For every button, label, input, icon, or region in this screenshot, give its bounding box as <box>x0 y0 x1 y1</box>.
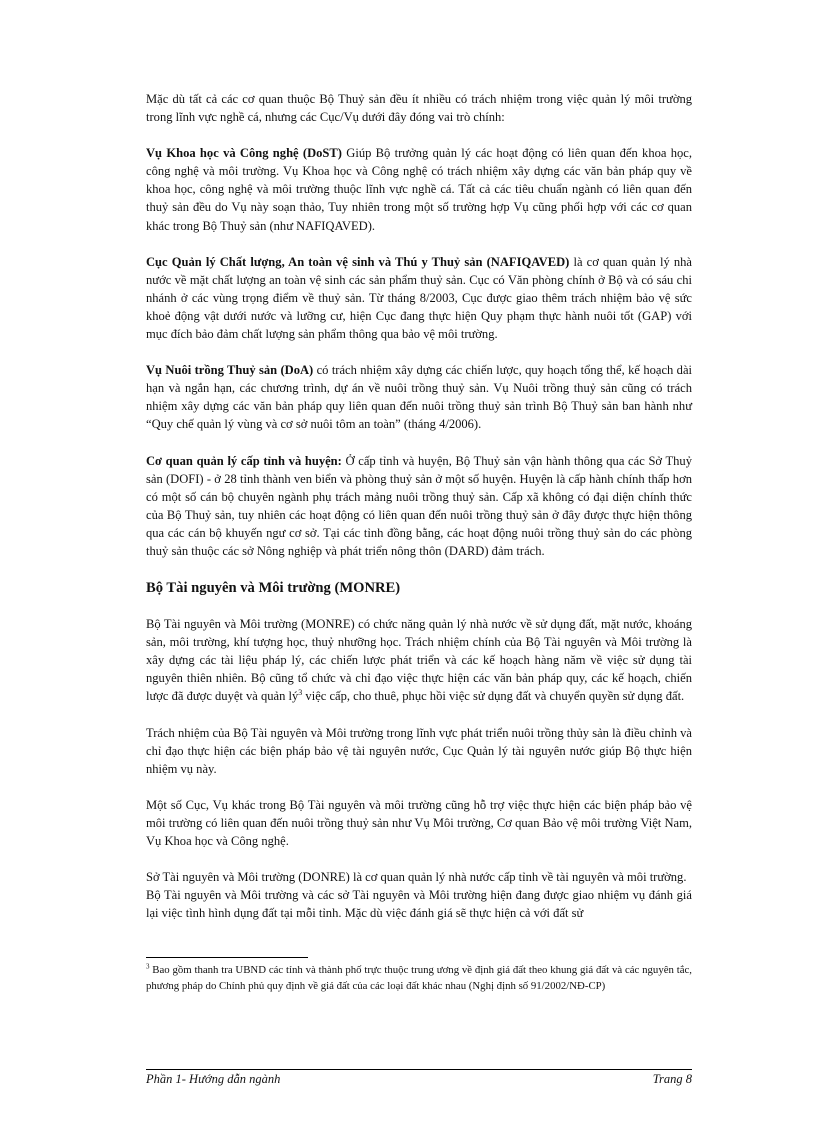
nafiqaved-title: Cục Quản lý Chất lượng, An toàn vệ sinh và Thú y Thuỷ sản (NAFIQAVED) <box>146 254 570 269</box>
section-heading: Bộ Tài nguyên và Môi trường (MONRE) <box>146 580 401 597</box>
doa-title: Vụ Nuôi trồng Thuỷ sản (DoA) <box>146 363 314 378</box>
footer-divider <box>146 1069 692 1070</box>
monre-paragraph-5: Bộ Tài nguyên và Môi trường và các sở Tài nguyên và Môi trường hiện đang được giao nhiệm vụ đánh giá lại việc tình hình dụng đất tại mỗi tỉnh. Mặc dù việc đánh giá sẽ thực hiện cả với đất sử <box>146 888 692 921</box>
dost-body: Giúp Bộ trưởng quản lý các hoạt động có liên quan đến khoa học, công nghệ và môi trường. Vụ Khoa học và Công nghệ có trách nhiệm xây dựng các văn bản pháp quy về khoa học, công nghệ và môi trường thuộc lĩnh vực nghề cá. Tất cả các tiêu chuẩn ngành có liên quan đến thuỷ sản đều do Vụ này soạn thảo, Tuy nhiên trong một số trường hợp Vụ cũng phối hợp với các cơ quan khác trong Bộ Thuỷ sản (như NAFIQAVED). <box>146 146 693 233</box>
doa-paragraph <box>146 361 692 433</box>
page-number: Trang 8 <box>652 1072 692 1086</box>
intro-paragraph: Mặc dù tất cả các cơ quan thuộc Bộ Thuỷ sản đều ít nhiều có trách nhiệm trong việc quản lý môi trường trong lĩnh vực nghề cá, nhưng các Cục/Vụ dưới đây đóng vai trò chính: <box>146 92 692 125</box>
footer-section-title: Phần 1- Hướng dẫn ngành <box>146 1072 281 1086</box>
footnote-text: Bao gồm thanh tra UBND các tỉnh và thành phố trực thuộc trung ương về định giá đất theo khung giá đất và các nguyên tắc, phương pháp do Chính phủ quy định về giá đất của các loại đất khác nhau (Nghị định số 91/2002/NĐ-CP) <box>146 964 692 992</box>
footnote-divider <box>146 957 308 958</box>
footnote <box>146 963 692 994</box>
monre-1-text-end: việc cấp, cho thuê, phục hồi việc sử dụng đất và chuyển quyền sử dụng đất. <box>302 689 685 704</box>
monre-paragraph-1 <box>146 615 692 705</box>
provincial-title: Cơ quan quản lý cấp tỉnh và huyện: <box>146 453 342 468</box>
page-body <box>146 90 692 940</box>
dost-paragraph <box>146 144 692 234</box>
dost-title: Vụ Khoa học và Công nghệ (DoST) <box>146 146 342 161</box>
monre-paragraph-3: Một số Cục, Vụ khác trong Bộ Tài nguyên và môi trường cũng hỗ trợ việc thực hiện các biện pháp bảo vệ môi trường có liên quan đến nuôi trồng thuỷ sản như Vụ Môi trường, Cơ quan Bảo vệ môi trường Việt Nam, Vụ Khoa học và Công nghệ. <box>146 797 692 848</box>
provincial-body: Ở cấp tỉnh và huyện, Bộ Thuỷ sản vận hành thông qua các Sở Thuỷ sản (DOFI) - ở 28 tỉnh thành ven biển và phòng thuỷ sản ở một số huyện. Huyện là cấp hành chính thấp hơn có một số cán bộ chuyên ngành phụ trách mảng nuôi trồng thuỷ sản. Cấp xã không có đại diện chính thức của Bộ Thuỷ sản, tuy nhiên các hoạt động có liên quan đến nuôi trồng thuỷ sản ở đây được thực hiện thông qua các cán bộ khuyến ngư cơ sở. Tại các tỉnh đồng bằng, các hoạt động nuôi trồng thuỷ sản do các phòng thuỷ sản thuộc các sở Nông nghiệp và phát triển nông thôn (DARD) đảm trách. <box>146 453 692 558</box>
nafiqaved-paragraph <box>146 253 692 343</box>
monre-paragraph-4: Sở Tài nguyên và Môi trường (DONRE) là cơ quan quản lý nhà nước cấp tỉnh về tài nguyên và môi trường. <box>146 870 687 885</box>
monre-paragraph-2: Trách nhiệm của Bộ Tài nguyên và Môi trường trong lĩnh vực phát triển nuôi trồng thủy sản là điều chỉnh và chỉ đạo thực hiện các biện pháp bảo vệ tài nguyên nước, Cục Quản lý tài nguyên nước giúp Bộ thực hiện nhiệm vụ này. <box>146 725 692 776</box>
doa-body: có trách nhiệm xây dựng các chiến lược, quy hoạch tổng thể, kế hoạch dài hạn và ngắn hạn, các chương trình, dự án về nuôi trồng thuỷ sản. Vụ Nuôi trồng thuỷ sản cũng có trách nhiệm xây dựng các văn bản pháp quy liên quan đến nuôi trồng thuỷ sản trình Bộ Thuỷ sản ban hành như “Quy chế quản lý vùng và cơ sở nuôi tôm an toàn” (tháng 4/2006). <box>146 363 692 432</box>
nafiqaved-body: là cơ quan quản lý nhà nước về mặt chất lượng an toàn vệ sinh các sản phẩm thuỷ sản. Cục có Văn phòng chính ở Bộ và có sáu chi nhánh ở các vùng trọng điểm về thuỷ sản. Từ tháng 8/2003, Cục được giao thêm trách nhiệm bảo vệ sức khoẻ động vật dưới nước và lưỡng cư, hiện Cục đang thực hiện Quy phạm thực hành nuôi tốt (GAP) với mục đích bảo đảm chất lượng sản phẩm thông qua bảo vệ môi trường. <box>146 254 692 342</box>
footnote-number: 3 <box>146 962 150 971</box>
monre-1-text: Bộ Tài nguyên và Môi trường (MONRE) có chức năng quản lý nhà nước về sử dụng đất, mặt nước, khoáng sản, môi trường, khí tượng học, thuỷ nhưỡng học. Trách nhiệm chính của Bộ Tài nguyên và Môi trường là xây dựng các tài liệu pháp lý, các chiến lược phát triển và các kế hoạch hàng năm về việc sử dụng tài nguyên thiên nhiên. Bộ cũng tổ chức và chỉ đạo việc thực hiện các văn bản pháp quy, các kế hoạch, chiến lược đã được duyệt và quản lý <box>146 617 692 704</box>
provincial-paragraph <box>146 452 692 561</box>
footnote-ref[interactable]: 3 <box>298 688 303 698</box>
